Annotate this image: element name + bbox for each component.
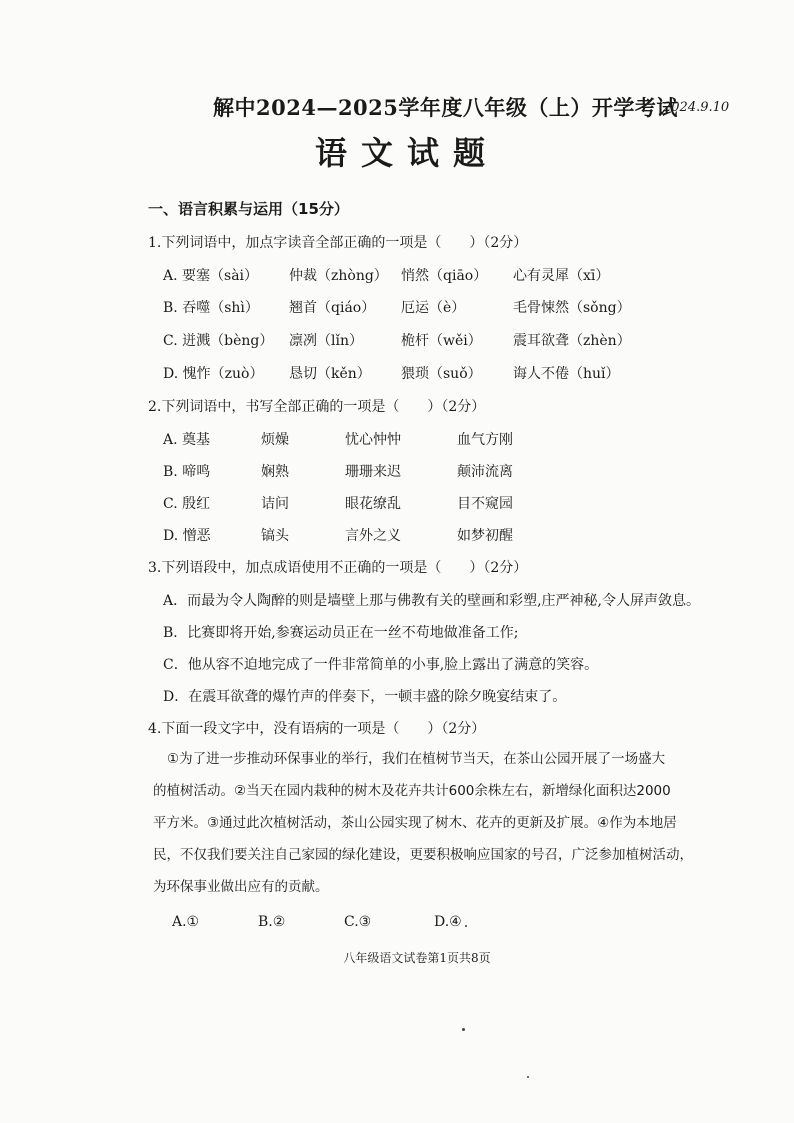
question-1-option-b [163,297,763,317]
section-title: 一、语言积累与运用（15分） [148,200,349,218]
word: 烦燥 [261,432,289,448]
passage-line: 平方米。③通过此次植树活动，茶山公园实现了树木、花卉的更新及扩展。④作为本地居 [153,815,677,831]
question-4-option-a: A.① [172,914,200,930]
question-1-stem: 1.下列词语中，加点字读音全部正确的一项是（ ）（2分） [148,235,528,251]
question-3-option-a: A．而最为令人陶醉的则是墙壁上那与佛教有关的壁画和彩塑,庄严神秘,令人屏声敛息。 [163,593,701,609]
passage-line: 民，不仅我们要关注自己家园的绿化建设，更要积极响应国家的号召，广泛参加植树活动， [153,847,693,863]
question-4-options [172,914,772,934]
word: 眼花缭乱 [345,496,401,512]
word: C. 殷红 [163,496,211,512]
word: C. 迸溅（bèng） [163,333,274,349]
scan-speck [527,1076,529,1078]
question-2-option-b [163,461,763,481]
word: 悄然（qiāo） [401,268,488,284]
word: 镐头 [261,528,289,544]
subject-title: 语文试题 [314,134,499,172]
scan-speck [462,1028,465,1031]
word: 凛冽（lǐn） [289,333,363,349]
word: 厄运（è） [401,300,466,316]
question-4-passage [153,743,728,903]
passage-line: ①为了进一步推动环保事业的举行，我们在植树节当天，在茶山公园开展了一场盛大 [167,751,666,767]
question-4-option-d: D.④ [434,914,462,930]
question-1-option-d [163,363,763,383]
page-footer: 八年级语文试卷第1页共8页 [343,951,491,965]
word: 娴熟 [261,464,289,480]
exam-date: 2024.9.10 [663,100,730,115]
word: D. 愧怍（zuò） [163,366,264,382]
word: 言外之义 [345,528,401,544]
exam-title: 解中2024—2025学年度八年级（上）开学考试 [213,95,678,120]
word: 血气方刚 [457,432,513,448]
word: 恳切（kěn） [289,366,371,382]
word: 忧心忡忡 [345,432,401,448]
exam-header [213,92,733,122]
word: 翘首（qiáo） [289,300,376,316]
word: 目不窥园 [457,496,513,512]
scan-speck [465,925,467,927]
question-1-option-a [163,265,763,285]
passage-line: 的植树活动。②当天在园内栽种的树木及花卉共计600余株左右，新增绿化面积达2000 [153,783,671,799]
question-4-option-b: B.② [258,914,286,930]
word: 诘问 [261,496,289,512]
word: A. 奠基 [163,432,211,448]
question-1-option-c [163,330,763,350]
question-3-option-b: B．比赛即将开始,参赛运动员正在一丝不苟地做准备工作; [163,625,519,641]
question-2-option-a [163,429,763,449]
question-2-option-c [163,493,763,513]
question-3-stem: 3.下列语段中，加点成语使用不正确的一项是（ ）（2分） [148,560,528,576]
question-4-stem: 4.下面一段文字中，没有语病的一项是（ ）（2分） [148,721,486,737]
word: 仲裁（zhòng） [289,268,388,284]
word: 桅杆（wěi） [401,333,482,349]
word: 毛骨悚然（sǒng） [513,300,631,316]
word: 珊珊来迟 [345,464,401,480]
question-4-option-c: C.③ [344,914,372,930]
word: 如梦初醒 [457,528,513,544]
word: D. 憎恶 [163,528,211,544]
word: 颠沛流离 [457,464,513,480]
word: 诲人不倦（huǐ） [513,366,620,382]
word: B. 啼鸣 [163,464,211,480]
question-2-stem: 2.下列词语中，书写全部正确的一项是（ ）（2分） [148,399,486,415]
word: A. 要塞（sài） [163,268,259,284]
passage-line: 为环保事业做出应有的贡献。 [153,879,329,895]
question-3-option-d: D．在震耳欲聋的爆竹声的伴奏下，一顿丰盛的除夕晚宴结束了。 [163,689,567,705]
word: 猥琐（suǒ） [401,366,482,382]
question-2-option-d [163,525,763,545]
word: B. 吞噬（shì） [163,300,259,316]
word: 震耳欲聋（zhèn） [513,333,631,349]
word: 心有灵犀（xī） [513,268,610,284]
question-3-option-c: C．他从容不迫地完成了一件非常简单的小事,脸上露出了满意的笑容。 [163,657,599,673]
